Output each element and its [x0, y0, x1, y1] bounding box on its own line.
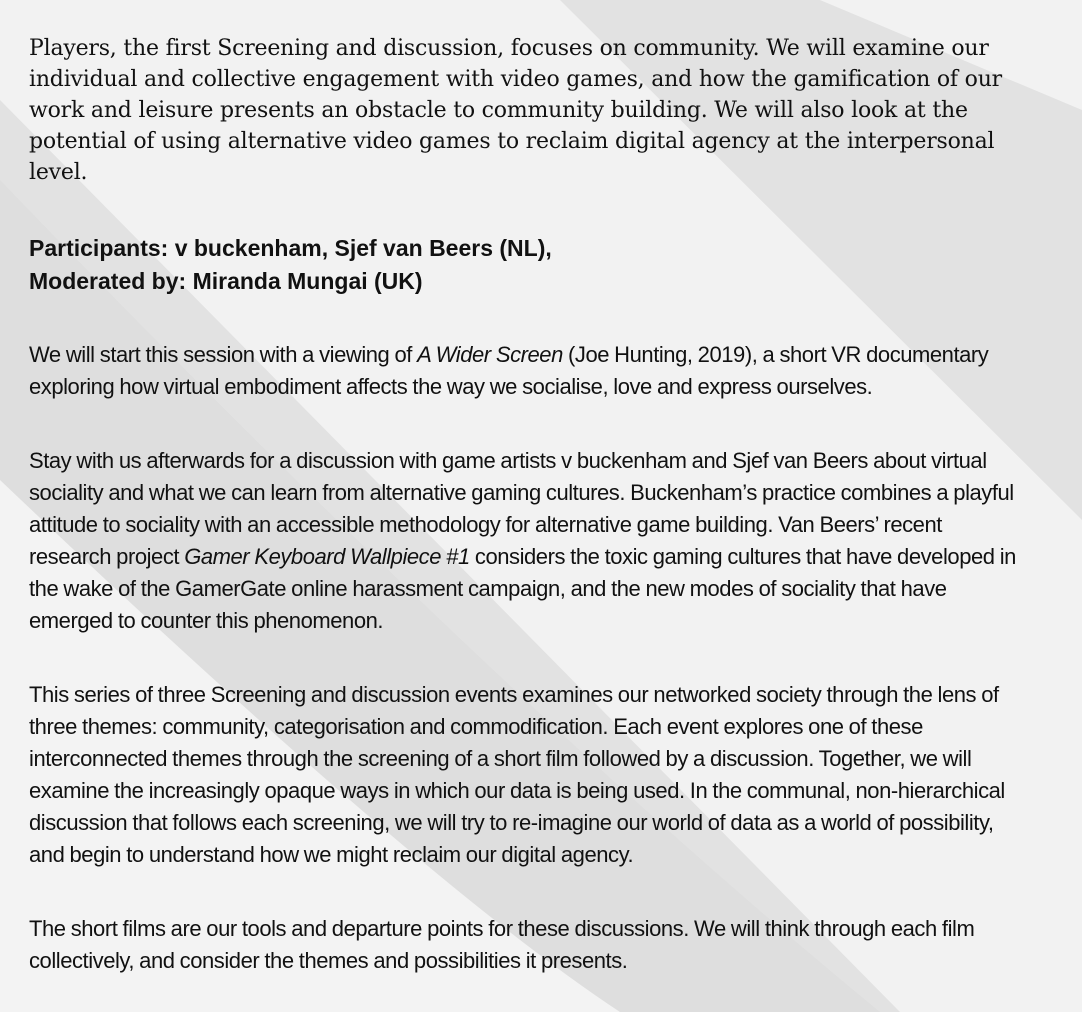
- paragraph-series: This series of three Screening and discussion events examines our networked society through the lens of three themes: community, categorisation and commodification. Each event explores one of these interconnected themes through the screening of a short film followed by a discussion. Together, we will examine the increasingly opaque ways in which our data is being used. In the communal, non-hierarchical discussion that follows each screening, we will try to re-imagine our world of data as a world of possibility, and begin to understand how we might reclaim our digital agency.: [29, 682, 1005, 867]
- intro-text: Players, the first Screening and discussion, focuses on community. We will examine our individual and collective engagement with video games, and how the gamification of our work and leisure presents an obstacle to community building. We will also look at the potential of using alternative video games to reclaim digital agency at the interpersonal level.: [29, 36, 1002, 185]
- paragraph-discussion-before: Stay with us afterwards for a discussion with game artists v buckenham and Sjef van Beers about virtual sociality and what we can learn from alternative gaming cultures. Buckenham’s practice combines a playful attitude to sociality with an accessible methodology for alternative game building. Van Beers’ recent research project: [29, 448, 1014, 569]
- paragraph-discussion: [29, 445, 1026, 637]
- film-title: A Wider Screen: [417, 342, 563, 367]
- paragraph-screening-after: (Joe Hunting, 2019), a short VR documentary exploring how virtual embodiment affects the way we socialise, love and express ourselves.: [29, 342, 989, 399]
- paragraph-discussion-after: considers the toxic gaming cultures that have developed in the wake of the GamerGate online harassment campaign, and the new modes of sociality that have emerged to counter this phenomenon.: [29, 544, 1016, 633]
- paragraph-screening: [29, 339, 1026, 403]
- paragraph-screening-before: We will start this session with a viewing of: [29, 342, 418, 367]
- moderator-line: Moderated by: Miranda Mungai (UK): [29, 267, 423, 294]
- paragraph-films: The short films are our tools and departure points for these discussions. We will think through each film collectively, and consider the themes and possibilities it presents.: [29, 916, 975, 973]
- participants-block: [29, 232, 1026, 297]
- participants-line: Participants: v buckenham, Sjef van Beers (NL),: [29, 235, 552, 261]
- project-title: Gamer Keyboard Wallpiece #1: [184, 544, 470, 569]
